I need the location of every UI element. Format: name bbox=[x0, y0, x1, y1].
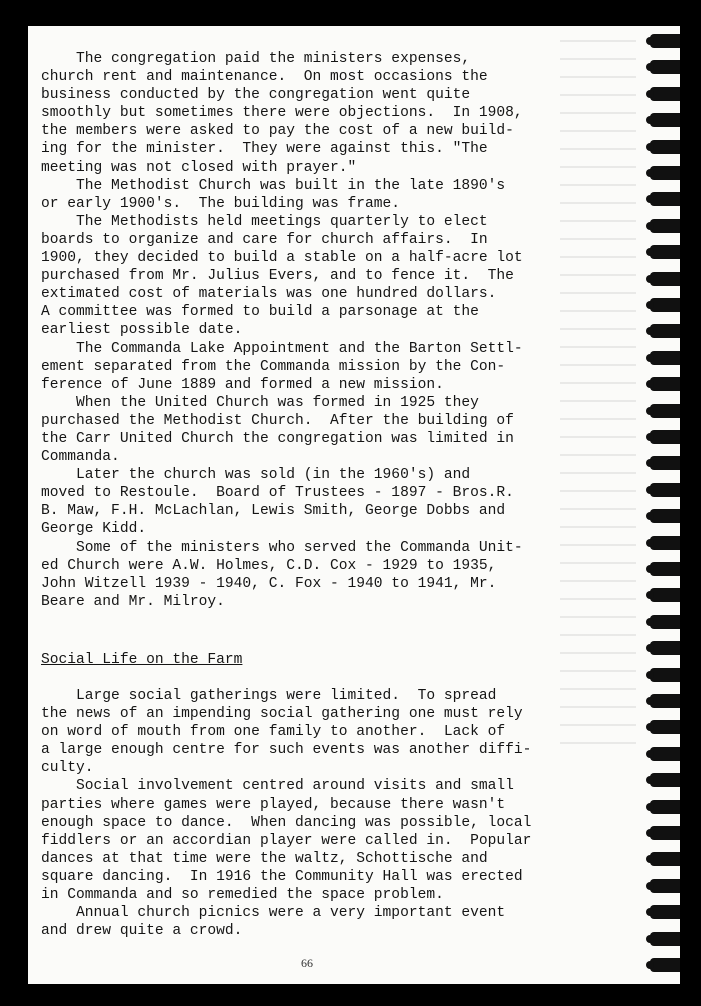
text-line: extimated cost of materials was one hundred dollars. bbox=[41, 286, 497, 303]
text-line: John Witzell 1939 - 1940, C. Fox - 1940 to 1941, Mr. bbox=[41, 575, 497, 592]
text-line: Later the church was sold (in the 1960's) and bbox=[41, 467, 471, 484]
text-line: parties where games were played, because there wasn't bbox=[41, 796, 506, 813]
binding-ring bbox=[650, 536, 680, 550]
text-line: earliest possible date. bbox=[41, 322, 243, 339]
text-line: culty. bbox=[41, 760, 94, 777]
text-line: ference of June 1889 and formed a new mission. bbox=[41, 376, 444, 393]
text-line: boards to organize and care for church affairs. In bbox=[41, 231, 488, 248]
text-line: Large social gatherings were limited. To spread bbox=[41, 688, 497, 704]
binding-ring bbox=[650, 298, 680, 312]
body-text-section-1 bbox=[41, 50, 561, 611]
binding-ring bbox=[650, 800, 680, 814]
text-line: the news of an impending social gathering one must rely bbox=[41, 706, 523, 723]
binding-ring bbox=[650, 773, 680, 787]
binding-ring bbox=[650, 852, 680, 866]
text-line: square dancing. In 1916 the Community Hall was erected bbox=[41, 868, 523, 885]
binding-ring bbox=[650, 483, 680, 497]
page-number: 66 bbox=[301, 956, 313, 970]
binding-ring bbox=[650, 747, 680, 761]
text-line: George Kidd. bbox=[41, 521, 147, 538]
binding-ring bbox=[650, 324, 680, 338]
binding-ring bbox=[650, 245, 680, 259]
text-line: The Methodist Church was built in the late 1890's bbox=[41, 177, 506, 194]
spiral-binding bbox=[636, 26, 680, 984]
binding-ring bbox=[650, 192, 680, 206]
binding-ring bbox=[650, 694, 680, 708]
text-line: Some of the ministers who served the Commanda Unit- bbox=[41, 539, 523, 556]
binding-ring bbox=[650, 351, 680, 365]
text-line: The Commanda Lake Appointment and the Barton Settl- bbox=[41, 340, 523, 357]
binding-ring bbox=[650, 879, 680, 893]
body-text-section-2 bbox=[41, 687, 561, 940]
binding-ring bbox=[650, 668, 680, 682]
text-line: moved to Restoule. Board of Trustees - 1897 - Bros.R. bbox=[41, 485, 514, 502]
section-heading: Social Life on the Farm bbox=[41, 652, 243, 668]
binding-ring bbox=[650, 932, 680, 946]
binding-ring bbox=[650, 588, 680, 602]
binding-ring bbox=[650, 905, 680, 919]
binding-ring bbox=[650, 641, 680, 655]
binding-ring bbox=[650, 34, 680, 48]
binding-ring bbox=[650, 430, 680, 444]
text-line: on word of mouth from one family to another. Lack of bbox=[41, 724, 506, 741]
text-line: or early 1900's. The building was frame. bbox=[41, 195, 401, 212]
text-line: and drew quite a crowd. bbox=[41, 923, 243, 940]
text-line: 1900, they decided to build a stable on a half-acre lot bbox=[41, 250, 523, 267]
text-line: purchased from Mr. Julius Evers, and to fence it. The bbox=[41, 268, 514, 285]
text-line: ed Church were A.W. Holmes, C.D. Cox - 1929 to 1935, bbox=[41, 557, 497, 574]
binding-ring bbox=[650, 615, 680, 629]
text-line: the Carr United Church the congregation was limited in bbox=[41, 430, 514, 447]
binding-ring bbox=[650, 60, 680, 74]
text-line: smoothly but sometimes there were objections. In 1908, bbox=[41, 105, 523, 122]
text-line: The congregation paid the ministers expenses, bbox=[41, 51, 471, 67]
text-line: ing for the minister. They were against this. "The bbox=[41, 141, 488, 158]
binding-ring bbox=[650, 562, 680, 576]
bleed-through bbox=[560, 40, 636, 760]
binding-ring bbox=[650, 113, 680, 127]
text-line: fiddlers or an accordian player were called in. Popular bbox=[41, 832, 532, 849]
binding-ring bbox=[650, 826, 680, 840]
text-line: dances at that time were the waltz, Schottische and bbox=[41, 850, 488, 867]
text-line: a large enough centre for such events was another diffi- bbox=[41, 742, 532, 759]
text-line: enough space to dance. When dancing was possible, local bbox=[41, 814, 532, 831]
binding-ring bbox=[650, 404, 680, 418]
text-line: in Commanda and so remedied the space problem. bbox=[41, 887, 444, 904]
binding-ring bbox=[650, 720, 680, 734]
text-line: Beare and Mr. Milroy. bbox=[41, 593, 225, 610]
text-line: B. Maw, F.H. McLachlan, Lewis Smith, George Dobbs and bbox=[41, 503, 506, 520]
binding-ring bbox=[650, 377, 680, 391]
binding-ring bbox=[650, 140, 680, 154]
binding-ring bbox=[650, 958, 680, 972]
text-line: ement separated from the Commanda mission by the Con- bbox=[41, 358, 506, 375]
binding-ring bbox=[650, 272, 680, 286]
text-line: A committee was formed to build a parsonage at the bbox=[41, 304, 479, 321]
text-line: Commanda. bbox=[41, 449, 120, 466]
text-line: The Methodists held meetings quarterly to elect bbox=[41, 213, 488, 230]
binding-ring bbox=[650, 166, 680, 180]
text-line: Annual church picnics were a very important event bbox=[41, 905, 506, 922]
text-line: meeting was not closed with prayer." bbox=[41, 159, 357, 176]
binding-ring bbox=[650, 456, 680, 470]
binding-ring bbox=[650, 509, 680, 523]
text-line: church rent and maintenance. On most occasions the bbox=[41, 69, 488, 86]
binding-ring bbox=[650, 87, 680, 101]
text-line: purchased the Methodist Church. After the building of bbox=[41, 412, 514, 429]
text-line: When the United Church was formed in 1925 they bbox=[41, 394, 479, 411]
text-line: business conducted by the congregation went quite bbox=[41, 87, 471, 104]
text-line: the members were asked to pay the cost of a new build- bbox=[41, 123, 514, 140]
text-line: Social involvement centred around visits and small bbox=[41, 778, 514, 795]
binding-ring bbox=[650, 219, 680, 233]
